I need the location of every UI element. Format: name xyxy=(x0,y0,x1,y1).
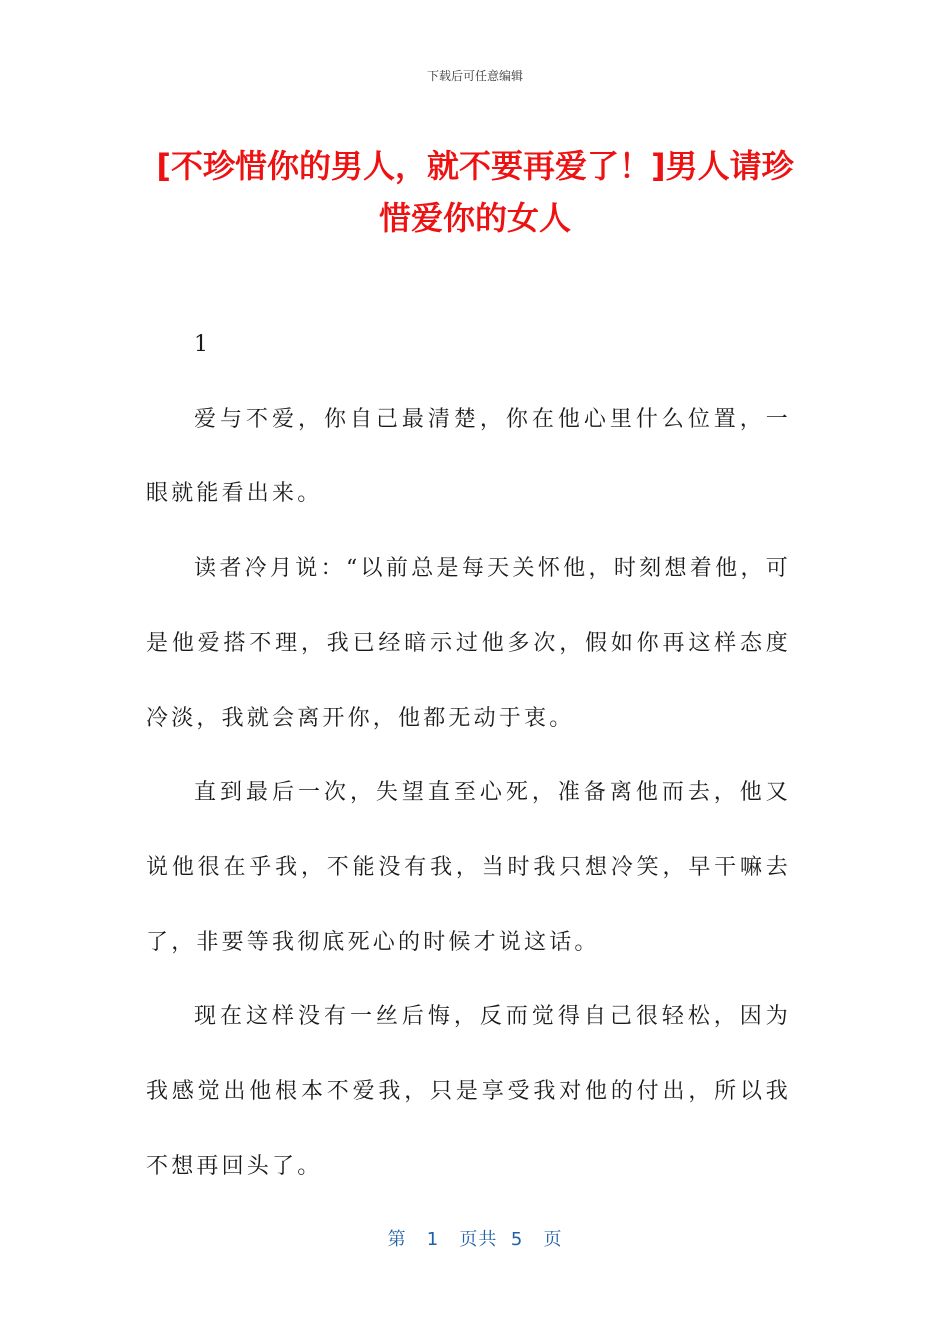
footer-page-suffix: 页 xyxy=(543,1229,563,1250)
section-number: 1 xyxy=(194,332,208,357)
paragraph-4: 现在这样没有一丝后悔，反而觉得自己很轻松，因为我感觉出他根本不爱我，只是享受我对他的付出，所以我不想再回头了。 xyxy=(146,1004,791,1179)
paragraph-3: 直到最后一次，失望直至心死，准备离他而去，他又说他很在乎我，不能没有我，当时我只想冷笑，早干嘛去了，非要等我彻底死心的时候才说这话。 xyxy=(146,780,791,955)
footer-page-middle: 页共 xyxy=(459,1229,498,1250)
document-title: [不珍惜你的男人，就不要再爱了！]男人请珍惜爱你的女人 xyxy=(156,147,794,237)
footer-page-current: 1 xyxy=(426,1229,440,1250)
footer-page-prefix: 第 xyxy=(387,1229,407,1250)
paragraph-1: 爱与不爱，你自己最清楚，你在他心里什么位置，一眼就能看出来。 xyxy=(146,406,791,507)
document-body xyxy=(146,308,791,1204)
page-header-note: 下载后可任意编辑 xyxy=(426,69,523,83)
page-footer xyxy=(0,1225,950,1251)
footer-page-total: 5 xyxy=(510,1229,524,1250)
paragraph-2: 读者冷月说：“以前总是每天关怀他，时刻想着他，可是他爱搭不理，我已经暗示过他多次，假如你再这样态度冷淡，我就会离开你，他都无动于衷。 xyxy=(146,556,791,731)
